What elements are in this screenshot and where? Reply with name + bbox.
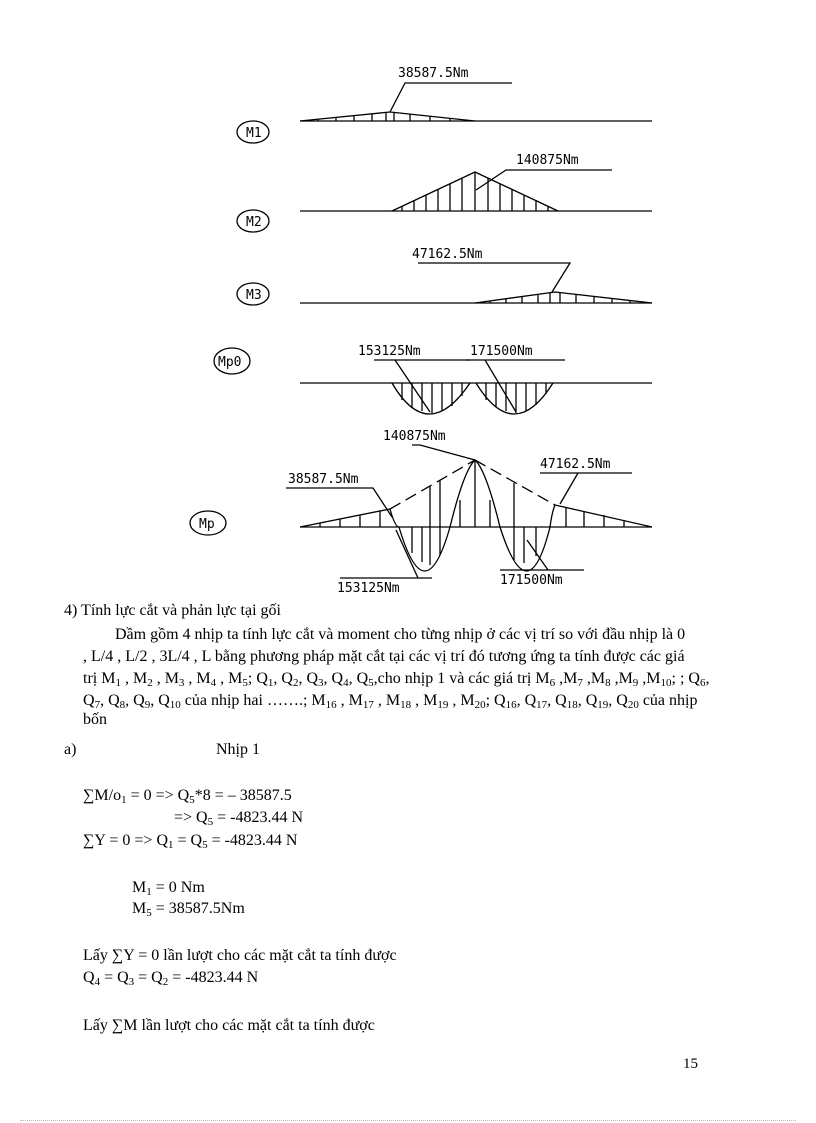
mp0-diagram <box>214 348 652 414</box>
mp-label: Mp <box>199 517 215 532</box>
m1-value: 38587.5Nm <box>398 66 469 81</box>
mp-value-upper-left: 38587.5Nm <box>288 472 359 487</box>
para-line-5: bốn <box>83 711 107 728</box>
eq-sum-y-rhs: = -4823.44 N <box>211 832 298 849</box>
eq-m5: $M_5 = 38587.5Nm$ <box>132 900 245 919</box>
take-m-line: Lấy ∑M lần lượt cho các mặt cắt ta tính được <box>83 1017 375 1034</box>
eq-sum-m-tail: *8 = – 38587.5 <box>194 787 292 804</box>
mp0-value-right: 171500Nm <box>470 344 533 359</box>
mp-value-lower-right: 171500Nm <box>500 573 563 588</box>
eq-sum-y-mid: = Q <box>177 832 203 849</box>
eq-q5: => $Q_5 = -4823.44$ N <box>174 809 304 828</box>
subsection-title: Nhịp 1 <box>216 741 260 758</box>
eq-sum-y-lhs: ∑Y = 0 => Q <box>83 832 168 849</box>
eq-sum-m: $\sum M/o_1 = 0 => Q_5*8$ = – 38587.5 <box>83 787 292 806</box>
m3-diagram <box>237 263 652 305</box>
m3-value: 47162.5Nm <box>412 247 483 262</box>
para-line-4-tail: của nhịp <box>642 692 698 709</box>
eq-m5-value: = 38587.5Nm <box>155 900 245 917</box>
eq-sum-m-rhs: = 0 => Q <box>130 787 190 804</box>
take-y-line: Lấy ∑Y = 0 lần lượt cho các mặt cắt ta tính được <box>83 947 397 964</box>
para-line-4: $Q_7$, $Q_8$, $Q_9$, $Q_{10}$ của nhịp hai …….; $M_{16}$ , $M_{17}$ , $M_{18}$ , $M_{19}$ , $M_{20}$; $Q_{16}$, $Q_{17}$, $Q_{18}$, $Q_{19}$, $Q_{20}$ của nhịp <box>83 692 698 711</box>
para-line-2: , L/4 , L/2 , 3L/4 , L bằng phương pháp mặt cắt tại các vị trí đó tương ứng ta tính được các giá <box>83 648 685 665</box>
eq-q5-rhs: = -4823.44 N <box>217 809 304 826</box>
section-heading: 4) Tính lực cắt và phản lực tại gối <box>64 602 281 619</box>
m1-diagram <box>237 83 652 143</box>
mp0-label: Mp0 <box>218 355 242 370</box>
eq-m1: $M_1 = 0$ Nm <box>132 879 205 898</box>
mp-value-lower-left: 153125Nm <box>337 581 400 596</box>
mp-value-upper-right: 47162.5Nm <box>540 457 611 472</box>
page-number: 15 <box>683 1056 698 1072</box>
page-bottom-rule <box>20 1120 796 1121</box>
m2-label: M2 <box>246 215 262 230</box>
para-line-1: Dầm gồm 4 nhịp ta tính lực cắt và moment cho từng nhịp ở các vị trí so với đầu nhịp là 0 <box>115 626 686 643</box>
m2-diagram <box>237 170 652 232</box>
eq-sum-y: $\sum Y = 0 => Q_1 = Q_5 = -4823.44$ N <box>83 832 298 851</box>
mp-value-top: 140875Nm <box>383 429 446 444</box>
subsection-marker: a) <box>64 741 77 758</box>
q-chain-value: = -4823.44 N <box>172 969 259 986</box>
eq-m1-value: = 0 Nm <box>155 879 205 896</box>
m3-label: M3 <box>246 288 262 303</box>
eq-q5-lhs: => Q <box>174 809 208 826</box>
m2-value: 140875Nm <box>516 153 579 168</box>
para-line-4-mid: của nhịp hai ……. <box>184 692 303 709</box>
para-line-3: trị $M_1$ , $M_2$ , $M_3$ , $M_4$ , $M_5$; $Q_1$, $Q_2$, $Q_3$, $Q_4$, $Q_5,cho$ nhịp 1 và các giá trị $M_6$ $,M_7$ $,M_8$ $,M_9$ $,M_{10}$; ; $Q_6$, <box>83 670 710 689</box>
q-chain: $Q_4 = Q_3 = Q_2 = -4823.44$ N <box>83 969 259 988</box>
mp0-value-left: 153125Nm <box>358 344 421 359</box>
m1-label: M1 <box>246 126 262 141</box>
